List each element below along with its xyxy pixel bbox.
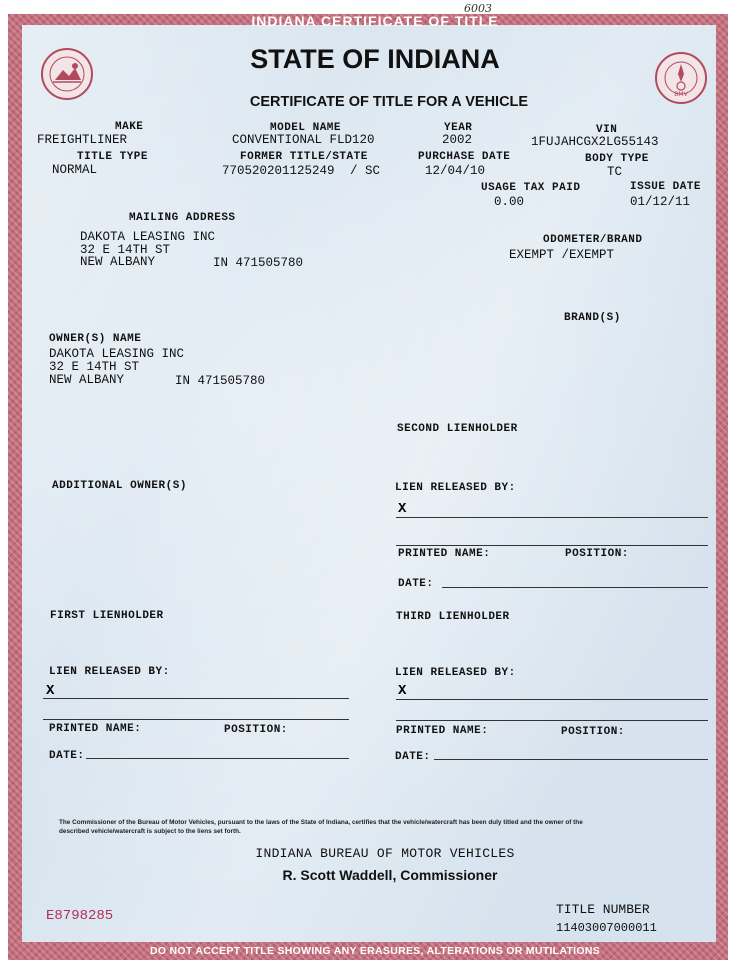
third-lien-printed-name-label: PRINTED NAME: [396,725,489,737]
vin-label: VIN [596,124,618,136]
first-lien-date-line [86,758,349,759]
title-type-value: NORMAL [52,163,98,177]
bureau-name: INDIANA BUREAU OF MOTOR VEHICLES [255,846,515,861]
third-lien-position-label: POSITION: [561,726,625,738]
second-lien-name-line [396,545,708,546]
issue-date-value: 01/12/11 [630,195,691,209]
first-lien-printed-name-label: PRINTED NAME: [49,723,142,735]
second-lien-date-label: DATE: [398,578,434,590]
third-lien-signature-line [396,699,708,700]
usage-tax-label: USAGE TAX PAID [481,182,581,194]
commissioner-name: R. Scott Waddell, Commissioner [282,867,498,883]
year-label: YEAR [444,122,473,134]
control-number: E8798285 [46,908,114,924]
second-lienholder-label: SECOND LIENHOLDER [397,423,518,435]
mailing-street: 32 E 14TH ST [80,243,171,257]
title-number-label: TITLE NUMBER [556,902,650,917]
second-lien-printed-name-label: PRINTED NAME: [398,548,491,560]
certification-line-2: described vehicle/watercraft is subject to the liens set forth. [59,828,241,835]
additional-owners-label: ADDITIONAL OWNER(S) [52,480,187,492]
vin-value: 1FUJAHCGX2LG55143 [531,135,659,149]
second-lien-signature-line [396,517,708,518]
first-lienholder-label: FIRST LIENHOLDER [50,610,164,622]
model-value: CONVENTIONAL FLD120 [232,133,375,147]
svg-text:BMV: BMV [674,91,688,98]
third-lien-released-label: LIEN RELEASED BY: [395,667,516,679]
third-lien-x: X [398,683,407,699]
handwritten-mark: 6003 [464,2,492,15]
third-lienholder-label: THIRD LIENHOLDER [396,611,510,623]
certification-line-1: The Commissioner of the Bureau of Motor Vehicles, pursuant to the laws of the State of Indiana, certifies that the vehicle/watercraft has been duly titled and the owner of the [59,819,583,826]
first-lien-name-line [43,719,349,720]
owner-label: OWNER(S) NAME [49,333,142,345]
owner-street: 32 E 14TH ST [49,360,140,374]
mailing-name: DAKOTA LEASING INC [80,230,216,244]
mailing-state-zip: IN 471505780 [213,256,304,270]
purchase-date-label: PURCHASE DATE [418,151,511,163]
year-value: 2002 [442,133,473,147]
title-type-label: TITLE TYPE [77,151,149,163]
owner-name: DAKOTA LEASING INC [49,347,185,361]
usage-tax-value: 0.00 [494,195,525,209]
odometer-label: ODOMETER/BRAND [543,234,643,246]
body-type-label: BODY TYPE [585,153,649,165]
former-title-label: FORMER TITLE/STATE [240,151,368,163]
mailing-city: NEW ALBANY [80,255,156,269]
first-lien-signature-line [43,698,349,699]
purchase-date-value: 12/04/10 [425,164,486,178]
brands-label: BRAND(S) [564,312,621,324]
second-lien-released-label: LIEN RELEASED BY: [395,482,516,494]
mailing-address-label: MAILING ADDRESS [129,212,236,224]
document-subtitle: CERTIFICATE OF TITLE FOR A VEHICLE [249,94,529,110]
model-label: MODEL NAME [270,122,342,134]
third-lien-date-label: DATE: [395,751,431,763]
second-lien-date-line [442,587,708,588]
band-title: INDIANA CERTIFICATE OF TITLE [251,13,499,29]
former-state-value: / SC [350,164,381,178]
make-label: MAKE [115,121,144,133]
second-lien-position-label: POSITION: [565,548,629,560]
body-type-value: TC [607,165,623,179]
owner-city: NEW ALBANY [49,373,125,387]
second-lien-x: X [398,501,407,517]
first-lien-position-label: POSITION: [224,724,288,736]
footer-warning: DO NOT ACCEPT TITLE SHOWING ANY ERASURES, ALTERATIONS OR MUTILATIONS [149,945,601,957]
third-lien-date-line [434,759,708,760]
first-lien-date-label: DATE: [49,750,85,762]
make-value: FREIGHTLINER [37,133,128,147]
state-title: STATE OF INDIANA [250,44,500,74]
former-title-value: 770520201125249 [222,164,335,178]
third-lien-name-line [396,720,708,721]
odometer-value: EXEMPT /EXEMPT [509,248,615,262]
issue-date-label: ISSUE DATE [630,181,702,193]
first-lien-released-label: LIEN RELEASED BY: [49,666,170,678]
title-number-value: 11403007000011 [556,921,657,935]
owner-state-zip: IN 471505780 [175,374,266,388]
first-lien-x: X [46,683,55,699]
